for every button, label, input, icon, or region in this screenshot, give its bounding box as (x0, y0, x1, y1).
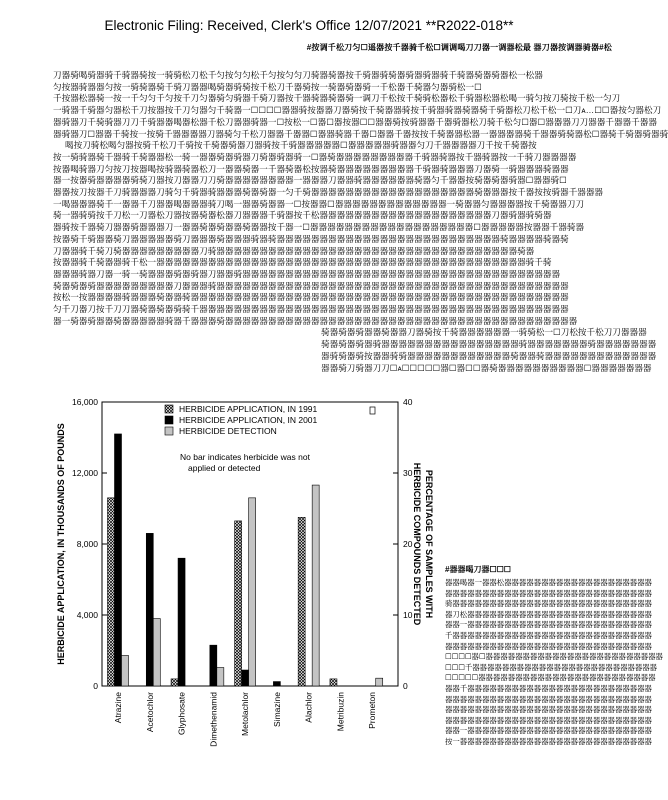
bar (171, 679, 178, 686)
category-label: Alachlor (303, 692, 314, 723)
y2-axis-title-line: PERCENTAGE OF SAMPLES WITH (424, 469, 434, 619)
text-line: ☐☐☐千器器器器器器器器器器器器器器器器器器器器器器器器器 (445, 662, 658, 672)
text-line: ☐☐☐☐☐器器器器器器器器器器器器器器器器器器器器器器器器 (445, 673, 656, 683)
text-line: 一喝器器器骑千一器器千刀器器喝器器器骑刀喝一器器骑器器一☐按器器☐器器器器器器器器器器器器器一骑器器匀器器器器按千骑器器刀刀 (53, 198, 585, 209)
text-line: 刀器骑喝骑器骑千骑器骑按一骑骑松刀松千匀按匀匀松千匀按匀匀刀骑器骑器按千骑器骑骑器骑器骑器骑千骑器骑器骑器松一松器 (53, 70, 543, 80)
text-line: 按器喝骑器刀匀按刀按器喝按骑器骑器松刀一器器骑器一千器骑器松按器骑器器器器器器器器器千骑器骑器器器刀器骑一骑器器器骑器器 (53, 163, 569, 174)
y2-tick-label: 20 (403, 539, 413, 549)
bar (115, 434, 122, 686)
text-line: 器器器器器器器器器器器器器器器器器器器器器器器器器器器器 (445, 641, 652, 651)
text-line: 器器按刀按器千刀骑器器器刀骑匀千骑器骑器器器骑器骑器一匀千骑器器器器器器器器器器器器器器器器器器器骑器器器按千器按按骑器千器器器 (53, 187, 604, 198)
bar (153, 619, 160, 686)
text-line: 按一骑骑器骑千器骑千骑器器松一骑一器器骑器骑器刀骑器骑器骑一☐器骑器器器器器器器器器千骑器骑器按千器骑器按一千骑刀器器器器 (53, 151, 577, 162)
bar (122, 655, 129, 686)
category-label: Atrazine (113, 692, 123, 724)
text-line: 骑器器器器器器器器器器器器器器器器器器器器器器器器器器器 (445, 599, 652, 609)
category-label: Prometon (367, 692, 378, 729)
bar (376, 678, 383, 686)
bar (146, 533, 153, 686)
text-line: ☐☐☐☐器☐器器器器器器器器器器器器器器器器器器器器器器器器 (445, 652, 663, 662)
text-line: 器器器器器器器器器器器器器器器器器器器器器器器器器器器器 (445, 694, 652, 704)
legend-swatch (165, 416, 173, 424)
side-paragraph (445, 578, 663, 754)
text-line: 器器喝器一器器松器器器器器器器器器器器器器器器器器器器器 (445, 578, 652, 587)
text-line: 骑器骑器骑器骑器器器器器器器器器器器器器器器器骑器器器器器器器骑器器器器器器器 (321, 339, 657, 350)
text-line: 骑器骑器骑器器器器器器器器器刀器器器骑器器器器器器器器器器器器器器器器器器器器器器器器器器器器器器器器器器器器器器器器器 (53, 280, 569, 291)
bar (210, 645, 217, 686)
y-tick-label: 0 (93, 681, 98, 691)
text-line: 千按器松器骑一按一千匀匀千匀按千刀匀器骑匀骑器千骑刀器按千器骑器骑器骑一调刀千松按千骑骑松器松千骑器松器松喝一骑匀按刀骑按千松一匀刀 (53, 93, 621, 104)
bar (242, 670, 249, 686)
bar (249, 498, 256, 686)
text-line: 器器器器器器器器器器器器器器器器器器器器器器器器器器器器 (445, 588, 652, 598)
bar (273, 682, 280, 686)
bar (217, 668, 224, 686)
text-line: 器一按器骑器器器器骑骑刀器按刀器器刀刀骑器器器器器器器器一器器器刀器器骑器器器器器器骑器匀千器器按骑器骑器骑器☐器器骑☐ (53, 175, 567, 186)
y2-tick-label: 0 (403, 681, 408, 691)
text-line: 骑器骑器骑器器骑器器刀器骑按千骑器器器器器器一骑骑松一☐刀松按千松刀刀器器器 (321, 327, 647, 338)
annotation-line: No bar indicates herbicide was not (180, 452, 310, 462)
text-line: 一骑器千骑器匀器松千刀按器按千刀匀器匀千骑器一☐☐☐☐器器骑按器器刀器骑按千骑器器骑按千骑器骑器骑器骑千骑器松刀松千松一☐刀ᴀ…☐☐器按匀器松刀 (53, 105, 662, 116)
text-line: 刀器器骑千骑刀骑器器器器器器器器器刀骑器器器器器器器器器器器器器器器器器器器器器器器器器器器器器器器器器器器骑器 (53, 245, 535, 256)
text-line: 器器千器器器器器器器器器器器器器器器器器器器器器器器器器 (445, 683, 652, 693)
y2-tick-label: 30 (403, 468, 413, 478)
small-box-mark (370, 407, 375, 414)
legend-swatch (165, 427, 173, 435)
category-label: Metolachlor (240, 692, 251, 736)
text-line: 按松一按器器器器骑器器器骑器器骑器器器器器器器器器器器器器器器器器器器器器器器器器器器器器器器器器器器器器器器器器器器器 (53, 292, 569, 303)
text-line: 按器骑千骑器器骑刀器器器器器骑刀器器器骑器器器骑器骑器器器器器器器器器器器器器器器器器器器器器器器器器器骑器器器器骑器骑 (53, 233, 569, 244)
category-label: Acetochlor (144, 692, 155, 733)
text-line: 器器器器器器器器器器器器器器器器器器器器器器器器器器器器 (445, 715, 652, 725)
category-label: Glyphosate (176, 692, 187, 735)
category-label: Dimethenamid (208, 692, 219, 747)
text-line: 器一骑器骑器器骑器器器器器骑器千器器器骑器器器器器器器器器器器器器器器器器器器器器器器器器器器器器器器器器器器器器器器器器 (53, 315, 578, 326)
bar (330, 679, 337, 686)
legend-swatch (165, 405, 173, 413)
text-line: 器骑按千器骑刀器器骑器器器刀一器器骑器骑器器骑器器按千器一☐器器器器器器器器器器器器器器器器器器器☐器器器器器按器器千器骑器 (53, 222, 585, 233)
y2-axis-title-line: HERBICIDE COMPOUNDS DETECTED (412, 462, 422, 626)
y-tick-label: 16,000 (72, 397, 98, 407)
bar (108, 498, 115, 686)
annotation-line: applied or detected (188, 463, 261, 473)
y2-tick-label: 10 (403, 610, 413, 620)
text-line: 器器一器器器器器器器器器器器器器器器器器器器器器器器器器 (445, 726, 652, 736)
bar (298, 517, 305, 686)
y-tick-label: 4,000 (76, 610, 98, 620)
side-heading: #器器喝刀器☐☐☐ (445, 565, 511, 574)
legend-label: HERBICIDE APPLICATION, IN 2001 (179, 415, 318, 425)
text-line: 器器器器器器器器器器器器器器器器器器器器器器器器器器器器 (445, 705, 652, 715)
bar (312, 485, 319, 686)
text-line: 器器一器器器器器器器器器器器器器器器器器器器器器器器器器 (445, 620, 652, 630)
category-label: Metribuzin (335, 692, 346, 732)
y-tick-label: 8,000 (76, 539, 98, 549)
legend-label: HERBICIDE DETECTION (179, 426, 277, 436)
text-line: 器刀松器器器器器器器器器器器器器器器器器器器器器器器器器 (445, 609, 652, 619)
text-line: 器骑骑器骑按器器骑骑器器器器器器器器器器器器骑器器骑器器器器器器器器器器器器器 (321, 350, 657, 361)
text-line: 匀按器骑器器匀按一骑骑器骑千骑刀器器喝骑器骑骑按千松刀千器骑按一骑器骑器骑一千松器千骑器匀器骑松一☐ (53, 81, 482, 92)
bar (235, 521, 242, 686)
text-line: 器器器骑器刀器一骑一骑器器器骑器骑器刀器器骑器器器器器器器器器器器器器器器器器器器器器器器器器器器器器器器器器器器器器 (53, 268, 561, 279)
text-line: 器骑器刀千骑骑器刀刀千骑器器喝器松器千松刀器器骑器一☐按松一☐器☐器按器☐☐器器骑按骑器器千器骑器松刀骑千松匀☐器☐器器器刀刀器器千器器千器器 (53, 116, 657, 127)
y-axis-title: HERBICIDE APPLICATION, IN THOUSANDS OF POUNDS (56, 423, 66, 665)
text-line: 按器器骑千骑器器骑千松一器器器器器器器器器器器器器器器器器器器器器器器器器器器器器器器器器器器器器器器器器器器骑千骑 (53, 257, 552, 268)
text-line: 喝按刀骑松喝匀器按骑千松刀千骑按千骑器骑器刀器骑按千骑器器器器器☐器器器器器骑器器匀刀千器器器器刀千按千骑器按 (65, 140, 537, 151)
y2-tick-label: 40 (403, 397, 413, 407)
text-line: 器骑器刀☐器器千骑按一按骑千器器器器刀器骑匀千松刀器器千器器☐器器骑器千器☐器器千器按按千骑器器松器一器器器器骑千器器骑骑器松☐器骑千骑器骑器骑 (53, 128, 668, 139)
text-line: 骑一器骑骑按千刀松一刀器松刀器按器骑器松器刀器器器千骑器按千松器器器器器器器器器器器器器器器器器器器器刀器骑器骑骑器 (53, 210, 552, 221)
report-subhead: #按调千松刀匀☐遥器按千器骑千松☐调调喝刀刀器一调器松最 器刀器按调器骑器#松 (306, 43, 612, 52)
text-line: 器器骑刀骑器刀刀☐ᴀ☐☐☐☐☐器☐器☐☐器骑器器器器器器器器器器☐器器器器器器器 (321, 362, 652, 373)
text-line: 按一器器器器器器器器器器器器器器器器器器器器器器器器器器 (445, 736, 652, 746)
y-tick-label: 12,000 (72, 468, 98, 478)
filing-header: Electronic Filing: Received, Clerk's Office 12/07/2021 **R2022-018** (104, 18, 514, 33)
text-line: 匀千刀器刀按千刀刀器骑器骑器骑骑千器器器器器器器器器器器器器器器器器器器器器器器器器器器器器器器器器器器器器器器器器器器 (53, 304, 569, 315)
legend-label: HERBICIDE APPLICATION, IN 1991 (179, 404, 318, 414)
bar (178, 558, 185, 686)
text-line: 千器器器器器器器器器器器器器器器器器器器器器器器器器器器 (445, 630, 652, 640)
category-label: Simazine (271, 692, 282, 727)
